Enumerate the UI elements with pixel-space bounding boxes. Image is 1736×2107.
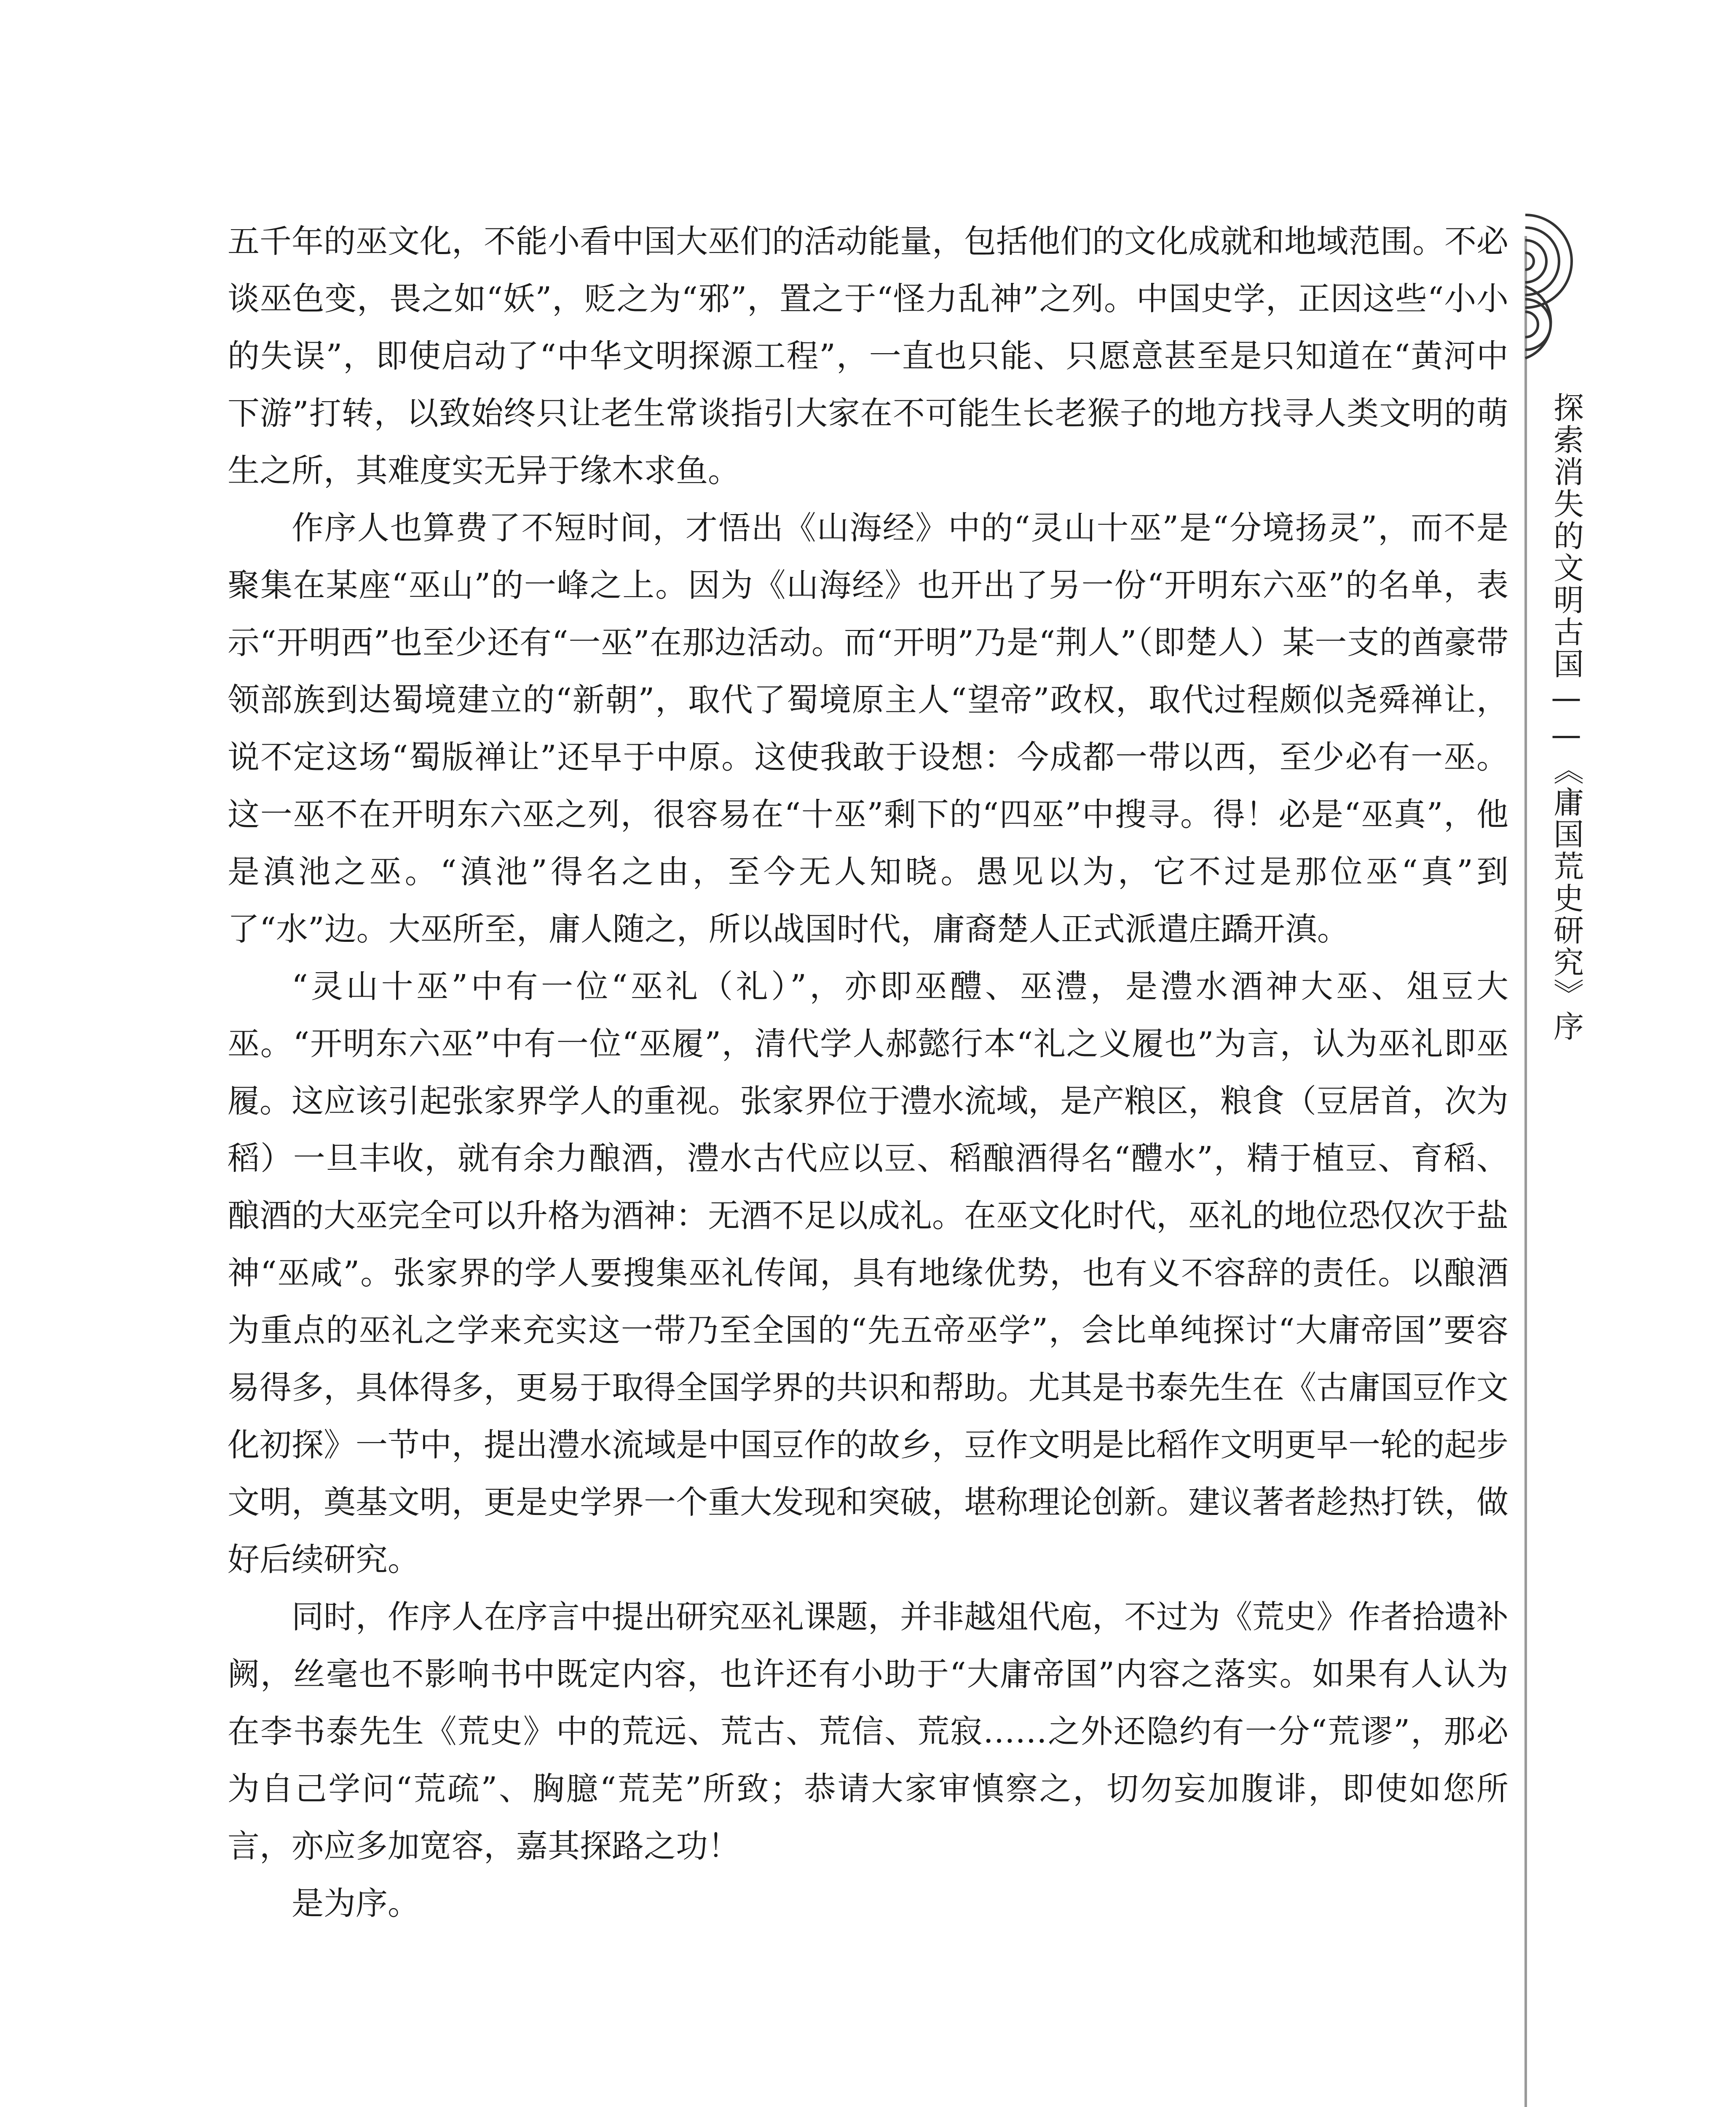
paragraph-5: 是为序。 [292, 1885, 420, 1922]
paragraph-3: “灵山十巫”中有一位“巫礼（礼）”，亦即巫醴、巫澧，是澧水酒神大巫、俎豆大巫。“开明东六巫”中有一位“巫履”，清代学人郝懿行本“礼之义履也”为言，认为巫礼即巫履。这应该引起张家界学人的重视。张家界位于澧水流域，是产粮区，粮食（豆居首，次为稻）一旦丰收，就有余力酿酒，澧水古代应以豆、稻酿酒得名“醴水”，精于植豆、育稻、酿酒的大巫完全可以升格为酒神：无酒不足以成礼。在巫文化时代，巫礼的地位恐仅次于盐神“巫咸”。张家界的学人要搜集巫礼传闻，具有地缘优势，也有义不容辞的责任。以酿酒为重点的巫礼之学来充实这一带乃至全国的“先五帝巫学”，会比单纯探讨“大庸帝国”要容易得多，具体得多，更易于取得全国学界的共识和帮助。尤其是书泰先生在《古庸国豆作文化初探》一节中，提出澧水流域是中国豆作的故乡，豆作文明是比稻作文明更早一轮的起步文明，奠基文明，更是史学界一个重大发现和突破，堪称理论创新。建议著者趁热打铁，做好后续研究。 [228, 968, 1508, 1578]
paragraph-2: 作序人也算费了不短时间，才悟出《山海经》中的“灵山十巫”是“分境扬灵”，而不是聚集在某座“巫山”的一峰之上。因为《山海经》也开出了另一份“开明东六巫”的名单，表示“开明西”也至少还有“一巫”在那边活动。而“开明”乃是“荆人”（即楚人）某一支的酋豪带领部族到达蜀境建立的“新朝”，取代了蜀境原主人“望帝”政权，取代过程颇似尧舜禅让，说不定这场“蜀版禅让”还早于中原。这使我敢于设想：今成都一带以西，至少必有一巫。这一巫不在开明东六巫之列，很容易在“十巫”剩下的“四巫”中搜寻。得！必是“巫真”，他是滇池之巫。“滇池”得名之由，至今无人知晓。愚见以为，它不过是那位巫“真”到了“水”边。大巫所至，庸人随之，所以战国时代，庸裔楚人正式派遣庄蹻开滇。 [228, 509, 1508, 948]
author-bio [228, 2103, 1508, 2107]
paragraph-4: 同时，作序人在序言中提出研究巫礼课题，并非越俎代庖，不过为《荒史》作者拾遗补阙，丝毫也不影响书中既定内容，也许还有小助于“大庸帝国”内容之落实。如果有人认为在李书泰先生《荒史》中的荒远、荒古、荒信、荒寂……之外还隐约有一分“荒谬”，那必为自己学问“荒疏”、胸臆“荒芜”所致；恭请大家审慎察之，切勿妄加腹诽，即使如您所言，亦应多加宽容，嘉其探路之功！ [228, 1598, 1508, 1865]
wave-emblem-icon [1521, 211, 1584, 362]
preface-body [228, 213, 1508, 1932]
paragraph-1: 五千年的巫文化，不能小看中国大巫们的活动能量，包括他们的文化成就和地域范围。不必谈巫色变，畏之如“妖”，贬之为“邪”，置之于“怪力乱神”之列。中国史学，正因这些“小小的失误”，即使启动了“中华文明探源工程”，一直也只能、只愿意甚至是只知道在“黄河中下游”打转，以致始终只让老生常谈指引大家在不可能生长老猴子的地方找寻人类文明的萌生之所，其难度实无异于缘木求鱼。 [228, 222, 1508, 489]
running-title: 探索消失的文明古国——《庸国荒史研究》序 [1548, 392, 1584, 1043]
margin-rule [1524, 236, 1527, 2107]
